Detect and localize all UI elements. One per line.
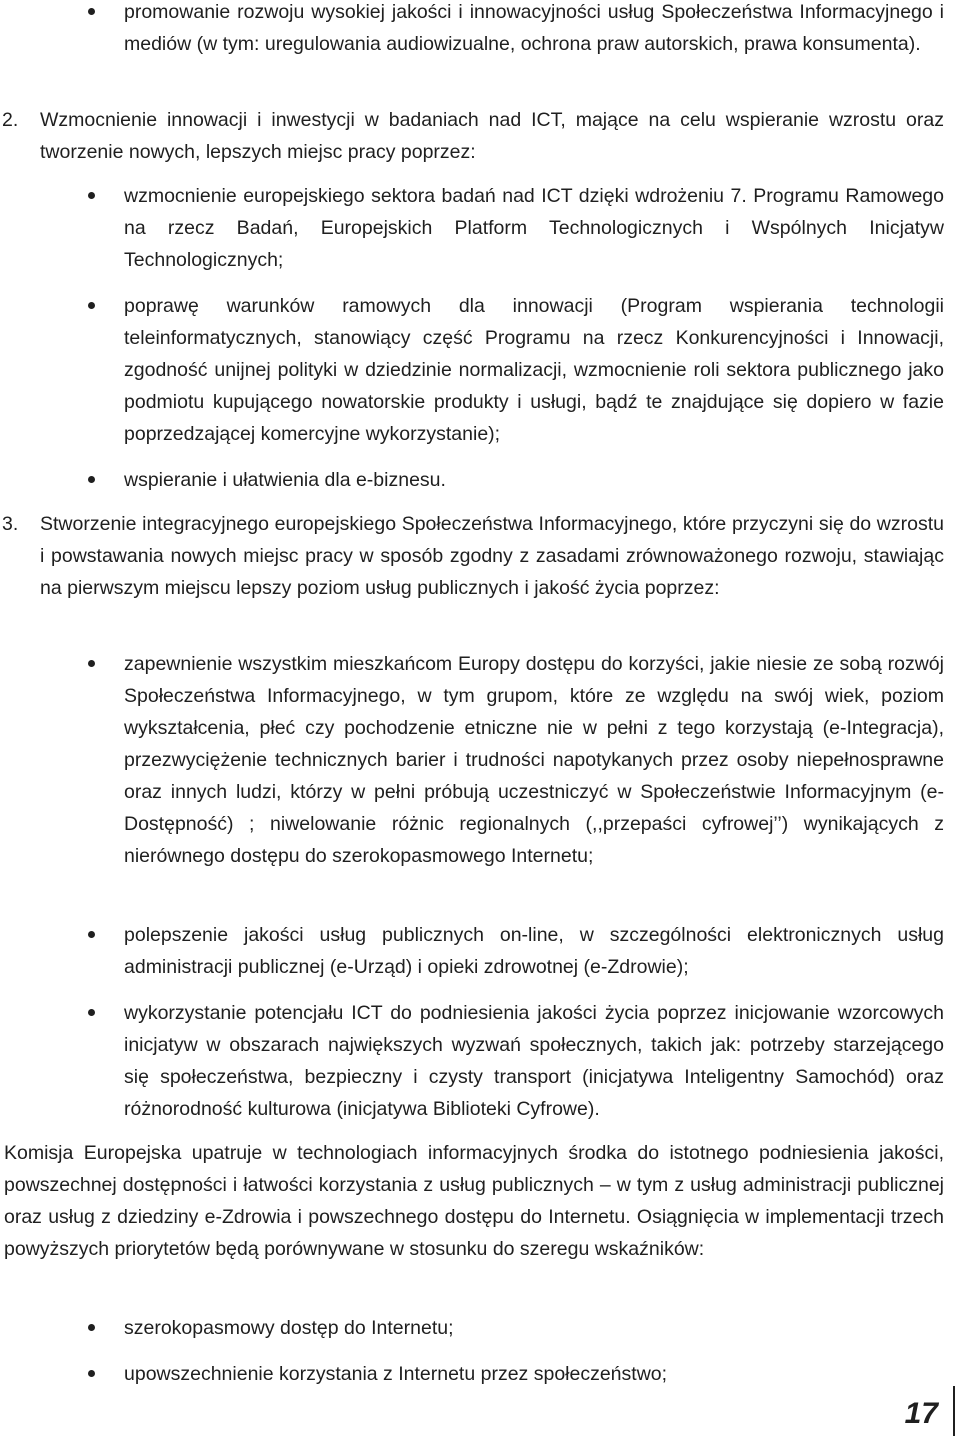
list-number: 3. bbox=[2, 513, 19, 535]
list-item: polepszenie jakości usług publicznych on-line, w szczególności elektronicznych usług administracji publicznej (e-Urząd) i opieki zdrowotnej (e-Zdrowie); bbox=[124, 924, 944, 978]
bullet-marker bbox=[88, 192, 95, 199]
bullet-marker bbox=[88, 1009, 95, 1016]
list-item: poprawę warunków ramowych dla innowacji (Program wspierania technologii teleinformatycznych, stanowiący część Programu na rzecz Konkurencyjności i Innowacji, zgodność unijnej polityki w dziedzinie normalizacji, wzmocnienie roli sektora publicznego jako podmiotu kupującego nowatorskie produkty i usługi, bądź te znajdujące się dopiero w fazie poprzedzającej komercyjne wykorzystanie); bbox=[124, 295, 944, 445]
list-number: 2. bbox=[2, 109, 19, 131]
bullet-marker bbox=[88, 1370, 95, 1377]
page-number: 17 bbox=[904, 1397, 938, 1430]
bullet-marker bbox=[88, 660, 95, 667]
bullet-marker bbox=[88, 931, 95, 938]
list-item: szerokopasmowy dostęp do Internetu; bbox=[124, 1317, 454, 1339]
bullet-marker bbox=[88, 476, 95, 483]
list-item: wykorzystanie potencjału ICT do podniesienia jakości życia poprzez inicjowanie wzorcowych inicjatyw w obszarach największych wyzwań społecznych, takich jak: potrzeby starzejącego się społeczeństwa, bezpieczny i czysty transport (inicjatywa Inteligentny Samochód) oraz różnorodność kulturowa (inicjatywa Biblioteki Cyfrowe). bbox=[124, 1002, 944, 1120]
bullet-marker bbox=[88, 302, 95, 309]
list-item: promowanie rozwoju wysokiej jakości i innowacyjności usług Społeczeństwa Informacyjnego i mediów (w tym: uregulowania audiowizualne, ochrona praw autorskich, prawa konsumenta). bbox=[124, 1, 944, 55]
page-number-divider bbox=[953, 1386, 955, 1436]
bullet-marker bbox=[88, 8, 95, 15]
list-item: upowszechnienie korzystania z Internetu przez społeczeństwo; bbox=[124, 1363, 668, 1385]
list-item: wspieranie i ułatwienia dla e-biznesu. bbox=[124, 469, 446, 491]
list-item: zapewnienie wszystkim mieszkańcom Europy dostępu do korzyści, jakie niesie ze sobą rozwój Społeczeństwa Informacyjnego, w tym grupom, które ze względu na swój wiek, poziom wykształcenia, płeć czy pochodzenie etniczne nie w pełni z tego korzystają (e-Integracja), przezwyciężenie technicznych barier i trudności napotykanych przez osoby niepełnosprawne oraz innych ludzi, którzy w pełni próbują uczestniczyć w Społeczeństwie Informacyjnym (e-Dostępność) ; niwelowanie różnic regionalnych (,,przepaści cyfrowej’’) wynikających z nierównego dostępu do szerokopasmowego Internetu; bbox=[124, 653, 944, 867]
list-item: wzmocnienie europejskiego sektora badań nad ICT dzięki wdrożeniu 7. Programu Ramowego na rzecz Badań, Europejskich Platform Technologicznych i Wspólnych Inicjatyw Technologicznych; bbox=[124, 185, 944, 271]
numbered-item-text: Stworzenie integracyjnego europejskiego Społeczeństwa Informacyjnego, które przyczyni się do wzrostu i powstawania nowych miejsc pracy w sposób zgodny z zasadami zrównoważonego rozwoju, stawiając na pierwszym miejscu lepszy poziom usług publicznych i jakość życia poprzez: bbox=[40, 513, 944, 599]
bullet-marker bbox=[88, 1324, 95, 1331]
body-paragraph: Komisja Europejska upatruje w technologiach informacyjnych środka do istotnego podniesienia jakości, powszechnej dostępności i łatwości korzystania z usług publicznych – w tym z usług administracji publicznej oraz usług z dziedziny e-Zdrowia i powszechnego dostępu do Internetu. Osiągnięcia w implementacji trzech powyższych priorytetów będą porównywane w stosunku do szeregu wskaźników: bbox=[4, 1142, 944, 1260]
numbered-item-text: Wzmocnienie innowacji i inwestycji w badaniach nad ICT, mające na celu wspieranie wzrostu oraz tworzenie nowych, lepszych miejsc pracy poprzez: bbox=[40, 109, 944, 163]
